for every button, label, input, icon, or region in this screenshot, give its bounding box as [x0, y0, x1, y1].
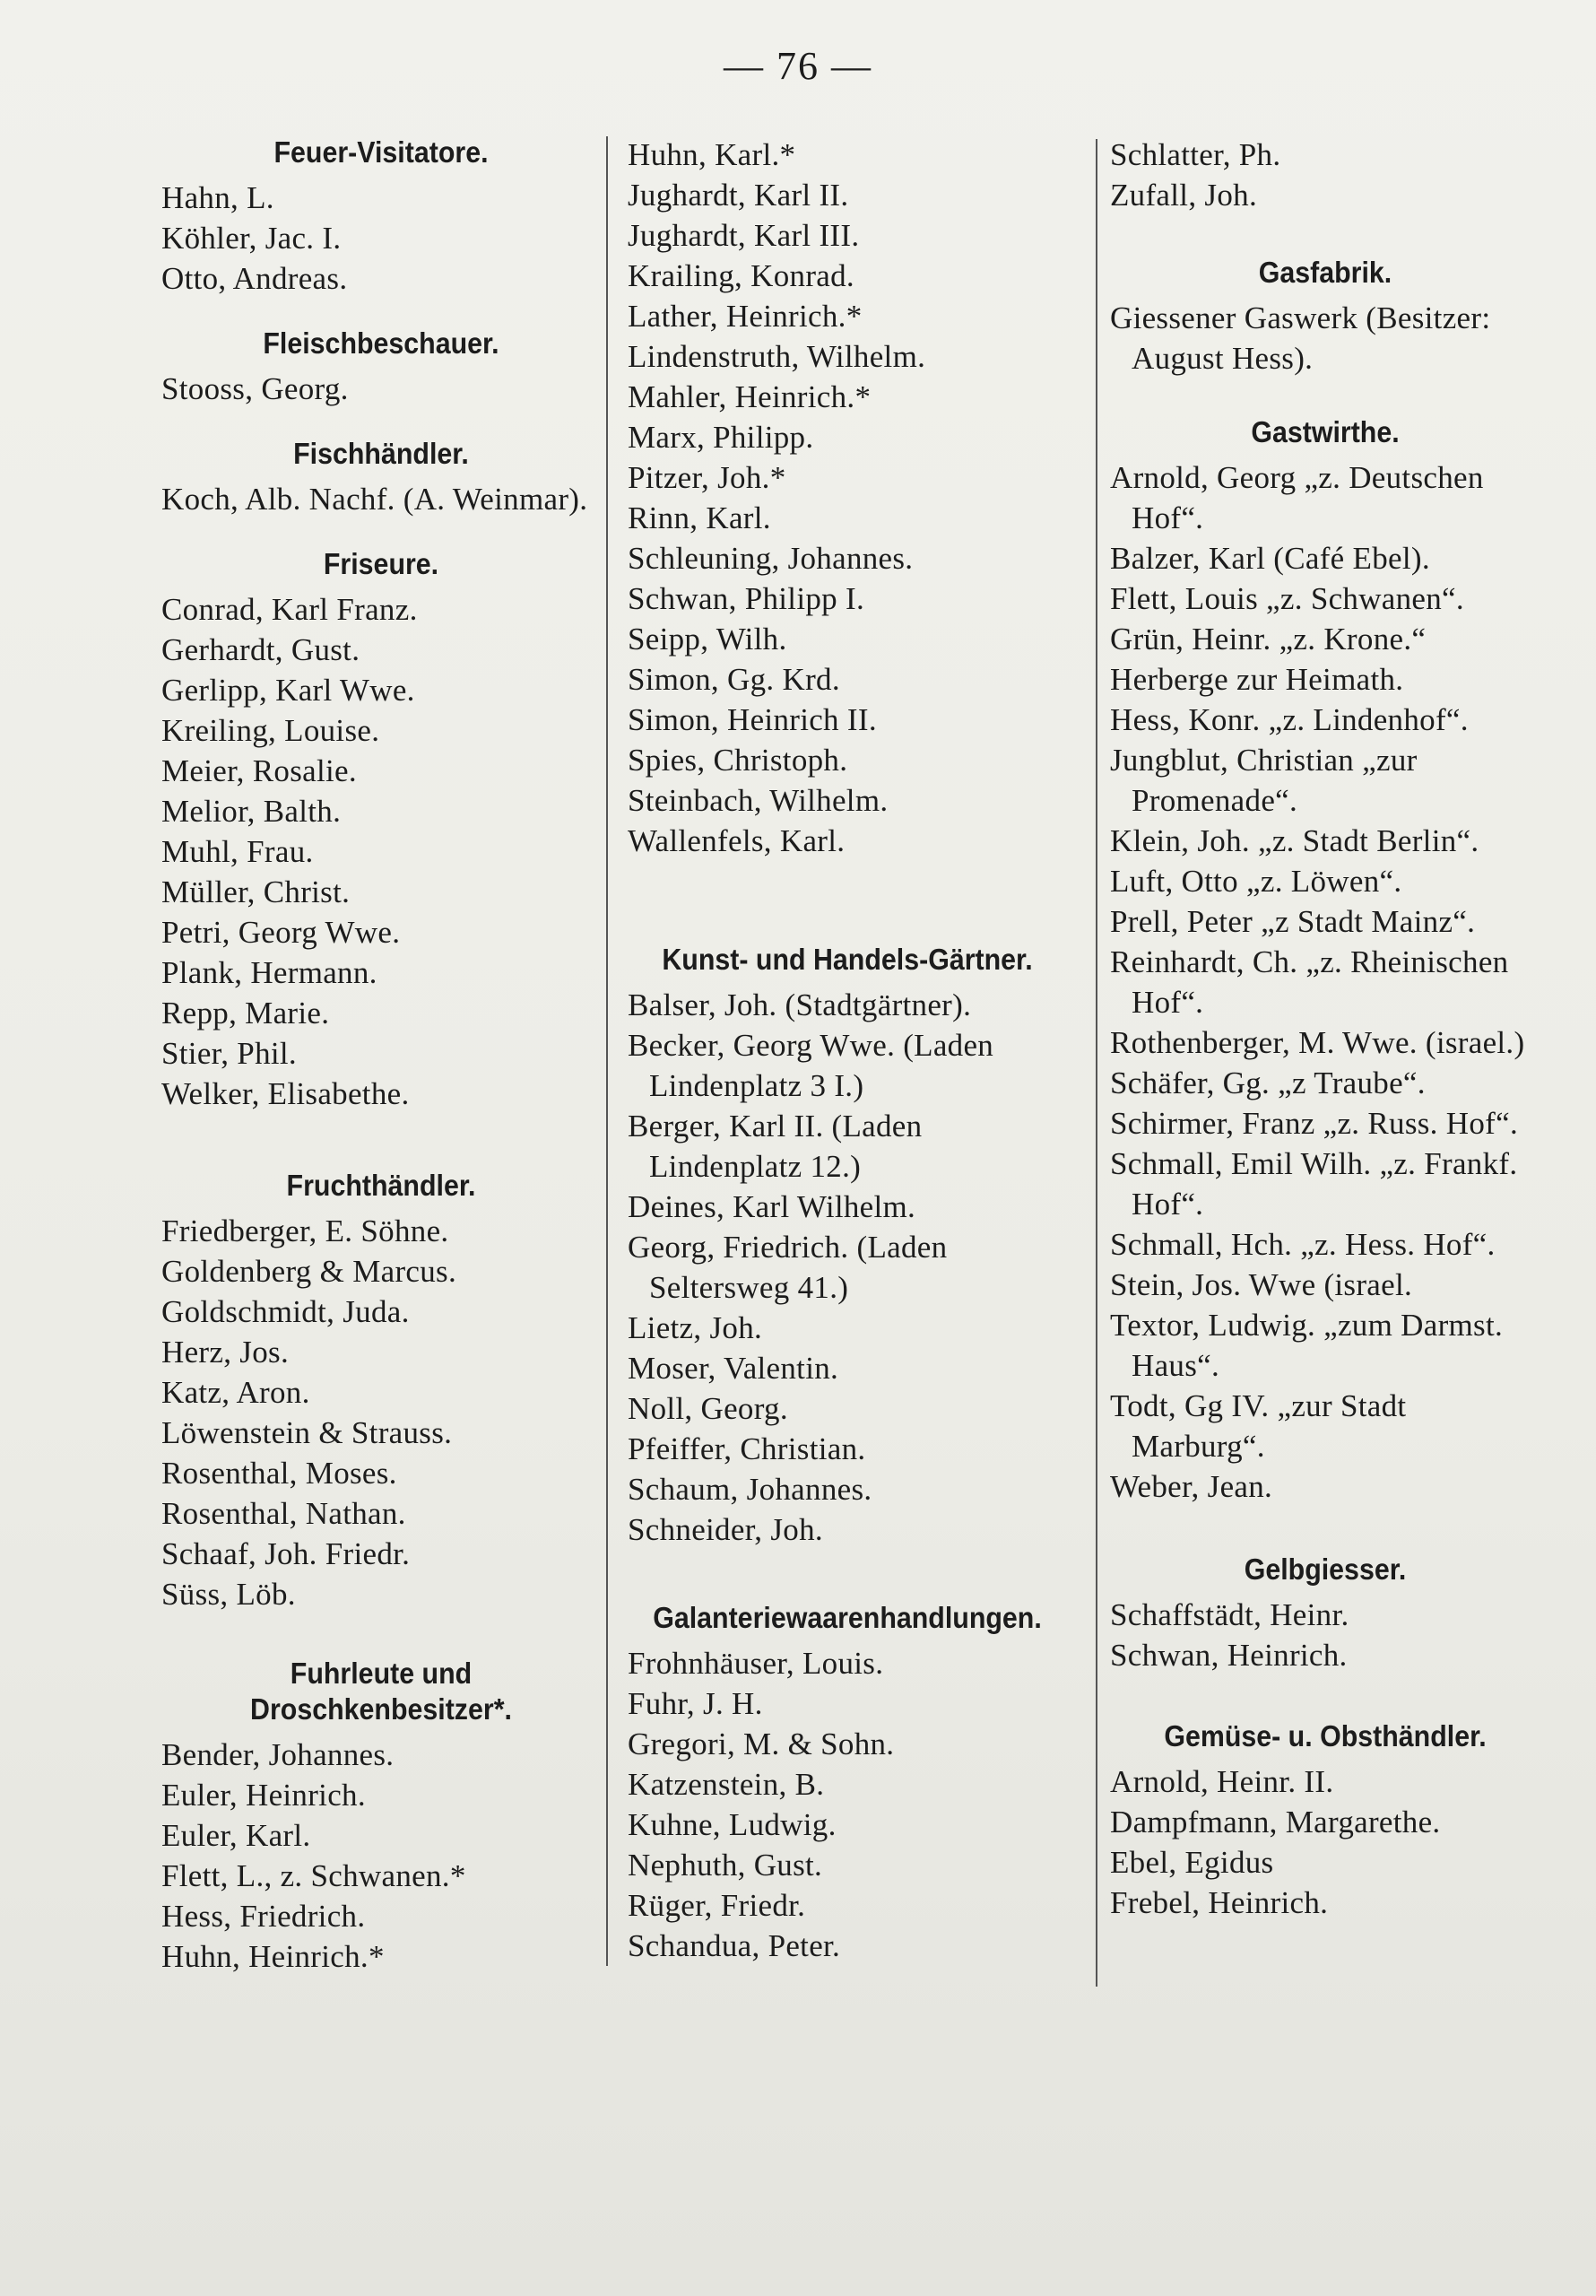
- list-item: Plank, Hermann.: [161, 955, 377, 990]
- section: [161, 546, 601, 1114]
- column-3: [1110, 135, 1540, 1923]
- list-item: Lietz, Joh.: [628, 1310, 763, 1345]
- list-item: Euler, Karl.: [161, 1818, 311, 1853]
- page-number: — 76 —: [724, 44, 872, 88]
- entry-list: [1110, 135, 1540, 215]
- list-item: Hahn, L.: [161, 180, 274, 215]
- list-item: Dampfmann, Margarethe.: [1110, 1805, 1441, 1839]
- list-item: Fuhr, J. H.: [628, 1686, 763, 1721]
- list-item: Rosenthal, Moses.: [161, 1456, 397, 1491]
- list-item: Seipp, Wilh.: [628, 622, 787, 657]
- list-item: Katz, Aron.: [161, 1375, 310, 1410]
- list-item: Friedberger, E. Söhne.: [161, 1213, 449, 1248]
- list-item: Simon, Heinrich II.: [628, 702, 877, 737]
- list-item: Schleuning, Johannes.: [628, 541, 914, 576]
- list-item: Gerlipp, Karl Wwe.: [161, 673, 415, 708]
- list-item: Goldschmidt, Juda.: [161, 1294, 410, 1329]
- list-item: Huhn, Karl.*: [628, 137, 796, 172]
- list-item: Schneider, Joh.: [628, 1512, 823, 1547]
- entry-list: [1110, 1595, 1540, 1675]
- list-item: Schmall, Hch. „z. Hess. Hof“.: [1110, 1227, 1496, 1262]
- list-item: Müller, Christ.: [161, 874, 351, 909]
- list-item: Steinbach, Wilhelm.: [628, 783, 889, 818]
- entry-list: [628, 985, 1067, 1550]
- section-heading: Fuhrleute und Droschkenbesitzer*.: [250, 1657, 512, 1726]
- list-item: Luft, Otto „z. Löwen“.: [1110, 864, 1402, 899]
- list-item: Reinhardt, Ch. „z. Rheinischen Hof“.: [1110, 944, 1509, 1020]
- list-item: Schwan, Heinrich.: [1110, 1638, 1348, 1673]
- list-item: Rüger, Friedr.: [628, 1888, 806, 1923]
- list-item: Schlatter, Ph.: [1110, 137, 1281, 172]
- section: [1110, 135, 1540, 215]
- section-heading: Feuer-Visitatore.: [273, 135, 489, 169]
- list-item: Koch, Alb. Nachf. (A. Weinmar).: [161, 482, 588, 517]
- list-item: Flett, Louis „z. Schwanen“.: [1110, 581, 1464, 616]
- list-item: Balzer, Karl (Café Ebel).: [1110, 541, 1430, 576]
- list-item: Löwenstein & Strauss.: [161, 1415, 453, 1450]
- list-item: Marx, Philipp.: [628, 420, 814, 455]
- list-item: Lather, Heinrich.*: [628, 299, 863, 334]
- list-item: Becker, Georg Wwe. (Laden Lindenplatz 3 I.): [628, 1028, 994, 1103]
- list-item: Otto, Andreas.: [161, 261, 348, 296]
- list-item: Pfeiffer, Christian.: [628, 1431, 866, 1466]
- list-item: Textor, Ludwig. „zum Darmst. Haus“.: [1110, 1308, 1504, 1383]
- list-item: Krailing, Konrad.: [628, 258, 854, 293]
- list-item: Jungblut, Christian „zur Promenade“.: [1110, 743, 1418, 818]
- section: [628, 135, 1067, 861]
- list-item: Meier, Rosalie.: [161, 753, 357, 788]
- list-item: Giessener Gaswerk (Besitzer: August Hess).: [1110, 300, 1491, 376]
- list-item: Zufall, Joh.: [1110, 178, 1257, 213]
- section-heading: Kunst- und Handels-Gärtner.: [662, 943, 1033, 976]
- list-item: Köhler, Jac. I.: [161, 221, 342, 256]
- entry-list: [161, 178, 601, 299]
- list-item: Deines, Karl Wilhelm.: [628, 1189, 916, 1224]
- list-item: Klein, Joh. „z. Stadt Berlin“.: [1110, 823, 1479, 858]
- list-item: Grün, Heinr. „z. Krone.“: [1110, 622, 1427, 657]
- list-item: Jughardt, Karl III.: [628, 218, 860, 253]
- list-item: Goldenberg & Marcus.: [161, 1254, 457, 1289]
- list-item: Repp, Marie.: [161, 996, 330, 1031]
- section: [1110, 1552, 1540, 1675]
- list-item: Schandua, Peter.: [628, 1928, 841, 1963]
- list-item: Spies, Christoph.: [628, 743, 848, 778]
- section-heading: Fleischbeschauer.: [263, 326, 499, 360]
- list-item: Schaffstädt, Heinr.: [1110, 1597, 1349, 1632]
- column-divider-2: [1096, 139, 1097, 1987]
- entry-list: [161, 1735, 601, 1977]
- list-item: Wallenfels, Karl.: [628, 823, 846, 858]
- list-item: Euler, Heinrich.: [161, 1778, 366, 1813]
- list-item: Welker, Elisabethe.: [161, 1076, 410, 1111]
- list-item: Kreiling, Louise.: [161, 713, 380, 748]
- list-item: Schäfer, Gg. „z Traube“.: [1110, 1065, 1426, 1100]
- section: [1110, 255, 1540, 378]
- entry-list: [1110, 457, 1540, 1507]
- list-item: Süss, Löb.: [161, 1577, 296, 1612]
- list-item: Lindenstruth, Wilhelm.: [628, 339, 926, 374]
- list-item: Weber, Jean.: [1110, 1469, 1273, 1504]
- entry-list: [161, 589, 601, 1114]
- list-item: Bender, Johannes.: [161, 1737, 395, 1772]
- entry-list: [161, 1211, 601, 1614]
- list-item: Todt, Gg IV. „zur Stadt Marburg“.: [1110, 1388, 1407, 1464]
- list-item: Kuhne, Ludwig.: [628, 1807, 837, 1842]
- list-item: Petri, Georg Wwe.: [161, 915, 401, 950]
- list-item: Gregori, M. & Sohn.: [628, 1726, 895, 1761]
- list-item: Flett, L., z. Schwanen.*: [161, 1858, 466, 1893]
- section: [161, 326, 601, 409]
- list-item: Stein, Jos. Wwe (israel.: [1110, 1267, 1413, 1302]
- list-item: Frebel, Heinrich.: [1110, 1885, 1329, 1920]
- list-item: Stooss, Georg.: [161, 371, 349, 406]
- list-item: Schmall, Emil Wilh. „z. Frankf. Hof“.: [1110, 1146, 1518, 1222]
- list-item: Katzenstein, B.: [628, 1767, 825, 1802]
- list-item: Rosenthal, Nathan.: [161, 1496, 406, 1531]
- list-item: Jughardt, Karl II.: [628, 178, 849, 213]
- list-item: Muhl, Frau.: [161, 834, 314, 869]
- list-item: Georg, Friedrich. (Laden Seltersweg 41.): [628, 1230, 948, 1305]
- section: [628, 942, 1067, 1550]
- list-item: Rinn, Karl.: [628, 500, 771, 535]
- list-item: Arnold, Heinr. II.: [1110, 1764, 1334, 1799]
- column-1: [161, 135, 601, 1977]
- list-item: Arnold, Georg „z. Deutschen Hof“.: [1110, 460, 1484, 535]
- list-item: Huhn, Heinrich.*: [161, 1939, 385, 1974]
- list-item: Herz, Jos.: [161, 1335, 289, 1370]
- section-heading: Fischhändler.: [293, 437, 469, 470]
- section: [161, 436, 601, 519]
- entry-list: [1110, 1761, 1540, 1923]
- list-item: Conrad, Karl Franz.: [161, 592, 418, 627]
- section: [161, 1656, 601, 1977]
- section-heading: Galanteriewaarenhandlungen.: [653, 1601, 1042, 1634]
- column-divider-1: [606, 136, 608, 1966]
- list-item: Stier, Phil.: [161, 1036, 297, 1071]
- list-item: Melior, Balth.: [161, 794, 342, 829]
- list-item: Simon, Gg. Krd.: [628, 662, 840, 697]
- list-item: Prell, Peter „z Stadt Mainz“.: [1110, 904, 1476, 939]
- section: [628, 1600, 1067, 1966]
- section-heading: Friseure.: [323, 547, 439, 580]
- entry-list: [628, 1643, 1067, 1966]
- section-heading: Fruchthändler.: [286, 1169, 476, 1202]
- column-2: [628, 135, 1067, 1966]
- entry-list: [1110, 298, 1540, 378]
- entry-list: [628, 135, 1067, 861]
- list-item: Berger, Karl II. (Laden Lindenplatz 12.): [628, 1109, 923, 1184]
- list-item: Gerhardt, Gust.: [161, 632, 360, 667]
- section-heading: Gelbgiesser.: [1244, 1552, 1407, 1586]
- section: [161, 1168, 601, 1614]
- list-item: Rothenberger, M. Wwe. (israel.): [1110, 1025, 1525, 1060]
- section-heading: Gasfabrik.: [1258, 256, 1392, 289]
- entry-list: [161, 369, 601, 409]
- section-heading: Gastwirthe.: [1251, 415, 1400, 448]
- list-item: Schaum, Johannes.: [628, 1472, 872, 1507]
- entry-list: [161, 479, 601, 519]
- list-item: Schwan, Philipp I.: [628, 581, 865, 616]
- section: [1110, 1718, 1540, 1923]
- list-item: Nephuth, Gust.: [628, 1848, 823, 1883]
- section-heading: Gemüse- u. Obsthändler.: [1164, 1719, 1487, 1752]
- list-item: Schirmer, Franz „z. Russ. Hof“.: [1110, 1106, 1519, 1141]
- list-item: Balser, Joh. (Stadtgärtner).: [628, 987, 972, 1022]
- list-item: Frohnhäuser, Louis.: [628, 1646, 884, 1681]
- list-item: Herberge zur Heimath.: [1110, 662, 1404, 697]
- list-item: Noll, Georg.: [628, 1391, 788, 1426]
- list-item: Hess, Friedrich.: [161, 1899, 366, 1934]
- list-item: Hess, Konr. „z. Lindenhof“.: [1110, 702, 1469, 737]
- list-item: Schaaf, Joh. Friedr.: [161, 1536, 411, 1571]
- list-item: Moser, Valentin.: [628, 1351, 839, 1386]
- section: [161, 135, 601, 299]
- list-item: Ebel, Egidus: [1110, 1845, 1274, 1880]
- list-item: Pitzer, Joh.*: [628, 460, 786, 495]
- section: [1110, 414, 1540, 1507]
- list-item: Mahler, Heinrich.*: [628, 379, 872, 414]
